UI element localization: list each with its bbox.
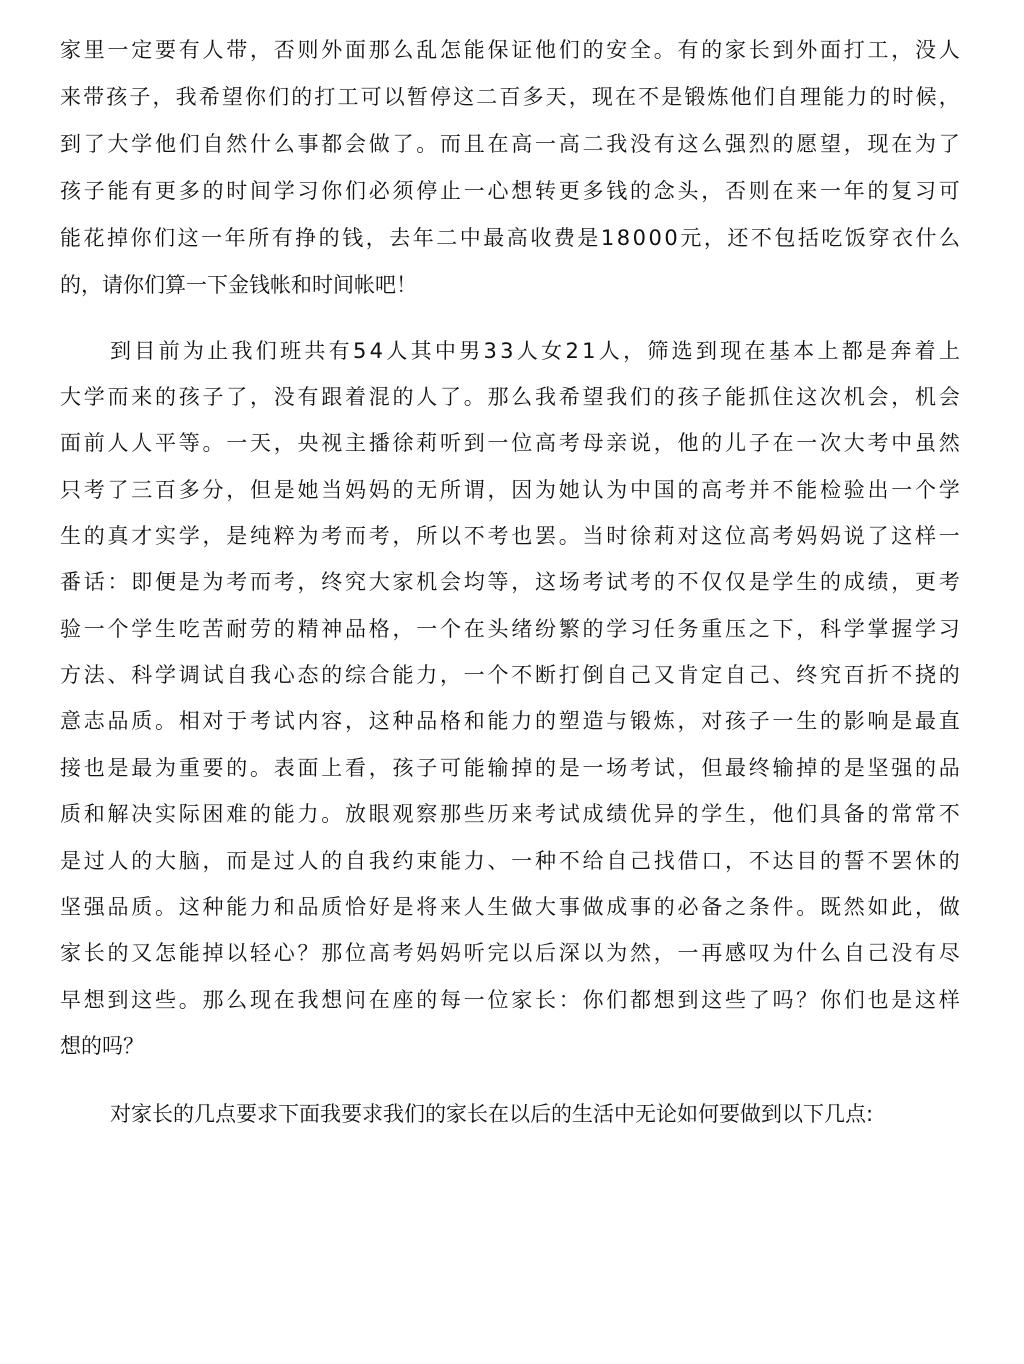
paragraph-1-line-3: 到 了 大 学 他 们 自 然 什 么 事 都 会 做 了 。 而 且 在 高 一 高 二 我 没 有 这 么 强 烈 的 愿 望 ， 现 在 为 了 [60, 132, 960, 156]
paragraph-2-line-2: 大 学 而 来 的 孩 子 了 ， 没 有 跟 着 混 的 人 了 。 那 么 我 希 望 我 们 的 孩 子 能 抓 住 这 次 机 会 ， 机 会 [60, 385, 960, 409]
paragraph-2-line-4: 只 考 了 三 百 多 分 ， 但 是 她 当 妈 妈 的 无 所 谓 ， 因 为 她 认 为 中 国 的 高 考 并 不 能 检 验 出 一 个 学 [60, 478, 960, 502]
paragraph-2-line-7: 验 一 个 学 生 吃 苦 耐 劳 的 精 神 品 格 ， 一 个 在 头 绪 纷 繁 的 学 习 任 务 重 压 之 下 ， 科 学 掌 握 学 习 [60, 617, 960, 641]
paragraph-2-line-15: 早 想 到 这 些 。 那 么 现 在 我 想 问 在 座 的 每 一 位 家 长 ： 你 们 都 想 到 这 些 了 吗 ？ 你 们 也 是 这 样 [60, 988, 960, 1012]
paragraph-2-line-12: 是 过 人 的 大 脑 ， 而 是 过 人 的 自 我 约 束 能 力 、 一 种 不 给 自 己 找 借 口 ， 不 达 目 的 誓 不 罢 休 的 [60, 849, 960, 873]
paragraph-2-line-9: 意 志 品 质 。 相 对 于 考 试 内 容 ， 这 种 品 格 和 能 力 的 塑 造 与 锻 炼 ， 对 孩 子 一 生 的 影 响 是 最 直 [60, 709, 960, 733]
paragraph-2-line-10: 接 也 是 最 为 重 要 的 。 表 面 上 看 ， 孩 子 可 能 输 掉 的 是 一 场 考 试 ， 但 最 终 输 掉 的 是 坚 强 的 品 [60, 756, 960, 780]
paragraph-2-line-14: 家 长 的 又 怎 能 掉 以 轻 心 ？ 那 位 高 考 妈 妈 听 完 以 后 深 以 为 然 ， 一 再 感 叹 为 什 么 自 己 没 有 尽 [60, 941, 960, 965]
paragraph-2-line-16: 想的吗？ [60, 1034, 144, 1058]
paragraph-2-line-6: 番 话 ： 即 便 是 为 考 而 考 ， 终 究 大 家 机 会 均 等 ， 这 场 考 试 考 的 不 仅 仅 是 学 生 的 成 绩 ， 更 考 [60, 570, 960, 594]
paragraph-1-line-1: 家 里 一 定 要 有 人 带 ， 否 则 外 面 那 么 乱 怎 能 保 证 他 们 的 安 全 。 有 的 家 长 到 外 面 打 工 ， 没 人 [60, 38, 960, 62]
paragraph-1-line-5: 能 花 掉 你 们 这 一 年 所 有 挣 的 钱 ， 去 年 二 中 最 高 收 费 是 1 8 0 0 0 元 ， 还 不 包 括 吃 饭 穿 衣 什 么 [60, 226, 960, 250]
paragraph-1-line-2: 来 带 孩 子 ， 我 希 望 你 们 的 打 工 可 以 暂 停 这 二 百 多 天 ， 现 在 不 是 锻 炼 他 们 自 理 能 力 的 时 候 ， [60, 85, 960, 109]
paragraph-2-line-5: 生 的 真 才 实 学 ， 是 纯 粹 为 考 而 考 ， 所 以 不 考 也 罢 。 当 时 徐 莉 对 这 位 高 考 妈 妈 说 了 这 样 一 [60, 524, 960, 548]
paragraph-2-line-1: 到 目 前 为 止 我 们 班 共 有 5 4 人 其 中 男 3 3 人 女 2 1 人 ， 筛 选 到 现 在 基 本 上 都 是 奔 着 上 [110, 339, 960, 363]
paragraph-2-line-11: 质 和 解 决 实 际 困 难 的 能 力 。 放 眼 观 察 那 些 历 来 考 试 成 绩 优 异 的 学 生 ， 他 们 具 备 的 常 常 不 [60, 802, 960, 826]
paragraph-2-line-3: 面 前 人 人 平 等 。 一 天 ， 央 视 主 播 徐 莉 听 到 一 位 高 考 母 亲 说 ， 他 的 儿 子 在 一 次 大 考 中 虽 然 [60, 431, 960, 455]
paragraph-3-line-1: 对家长的几点要求下面我要求我们的家长在以后的生活中无论如何要做到以下几点: [110, 1102, 874, 1126]
paragraph-1-line-4: 孩 子 能 有 更 多 的 时 间 学 习 你 们 必 须 停 止 一 心 想 转 更 多 钱 的 念 头 ， 否 则 在 来 一 年 的 复 习 可 [60, 179, 960, 203]
paragraph-2-line-13: 坚 强 品 质 。 这 种 能 力 和 品 质 恰 好 是 将 来 人 生 做 大 事 做 成 事 的 必 备 之 条 件 。 既 然 如 此 ， 做 [60, 895, 960, 919]
paragraph-2-line-8: 方 法 、 科 学 调 试 自 我 心 态 的 综 合 能 力 ， 一 个 不 断 打 倒 自 己 又 肯 定 自 己 、 终 究 百 折 不 挠 的 [60, 663, 960, 687]
paragraph-1-line-6: 的，请你们算一下金钱帐和时间帐吧！ [60, 273, 417, 297]
